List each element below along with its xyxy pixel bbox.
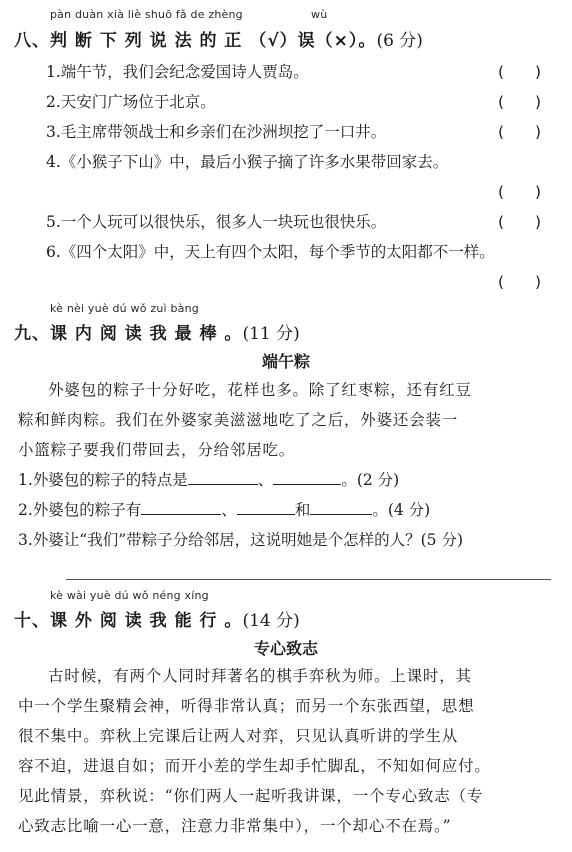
section8-heading [14,26,423,51]
section8-heading-text: 八、判 断 下 列 说 法 的 正 （√）误（×）。 [14,31,377,51]
s8-item-3-answer[interactable]: ( ) [498,123,542,141]
passage2-line-1: 古时候，有两个人同时拜著名的棋手弈秋为师。上课时，其 [48,667,472,685]
section8-pinyin: pàn duàn xià liè shuō fǎ de zhèng [50,8,243,21]
s9-q1-sep: 、 [257,471,274,489]
passage2-line-4: 容不迫，进退自如；而开小差的学生却手忙脚乱，不知如何应付。 [18,757,491,775]
s9-q2-blank-3[interactable] [310,501,372,515]
section10-heading-text: 十、课 外 阅 读 我 能 行 。 [14,611,243,631]
s9-q2-blank-1[interactable] [141,501,221,515]
s9-q2-prefix: 2.外婆包的粽子有 [18,501,142,519]
s9-question-3: 3.外婆让“我们”带粽子分给邻居，这说明她是个怎样的人？(5 分) [18,531,464,549]
s9-question-1 [18,468,399,490]
passage1-line-3: 小篮粽子要我们带回去，分给邻居吃。 [18,441,296,459]
section8-score: (6 分) [376,31,423,51]
passage1-title: 端午粽 [261,352,310,371]
s9-q1-blank-2[interactable] [273,471,341,485]
s9-q2-blank-2[interactable] [237,501,295,515]
s8-item-4-answer[interactable]: ( ) [498,183,542,201]
section10-score: (14 分) [242,611,300,631]
s8-item-6-answer[interactable]: ( ) [498,273,542,291]
s8-item-1-answer[interactable]: ( ) [498,63,542,81]
s9-q2-and: 和 [294,501,311,519]
passage2-line-5: 见此情景，弈秋说：“你们两人一起听我讲课，一个专心致志（专 [18,787,484,805]
s8-item-1: 1.端午节，我们会纪念爱国诗人贾岛。 [46,63,309,81]
section10-pinyin: kè wài yuè dú wǒ néng xíng [50,589,209,602]
passage1-line-2: 粽和鲜肉粽。我们在外婆家美滋滋地吃了之后，外婆还会装一 [18,411,459,429]
s9-question-2 [18,498,430,520]
s8-item-5: 5.一个人玩可以很快乐，很多人一块玩也很快乐。 [46,213,387,231]
section9-pinyin: kè nèi yuè dú wǒ zuì bàng [50,302,199,315]
s9-q2-sep: 、 [221,501,237,519]
section9-heading-text: 九、课 内 阅 读 我 最 棒 。 [14,324,243,344]
passage2-line-2: 中一个学生聚精会神，听得非常认真；而另一个东张西望，思想 [18,697,475,715]
section9-score: (11 分) [242,324,300,344]
passage2-title: 专心致志 [253,639,318,658]
s9-q1-blank-1[interactable] [188,471,258,485]
s9-q1-prefix: 1.外婆包的粽子的特点是 [18,471,188,489]
answer-line[interactable] [66,579,551,580]
section8-pinyin-wu: wù [311,8,328,21]
s9-q1-suffix: 。(2 分) [341,471,400,489]
s8-item-2-answer[interactable]: ( ) [498,93,542,111]
passage1-line-1: 外婆包的粽子十分好吃，花样也多。除了红枣粽，还有红豆 [48,381,472,399]
s8-item-5-answer[interactable]: ( ) [498,213,542,231]
s8-item-2: 2.天安门广场位于北京。 [46,93,216,111]
passage2-line-6: 心致志比喻一心一意，注意力非常集中），一个却心不在焉。” [18,817,452,835]
s9-q2-suffix: 。(4 分) [372,501,431,519]
s8-item-6: 6.《四个太阳》中，天上有四个太阳，每个季节的太阳都不一样。 [46,243,495,261]
s8-item-3: 3.毛主席带领战士和乡亲们在沙洲坝挖了一口井。 [46,123,387,141]
passage2-line-3: 很不集中。弈秋上完课后让两人对弈，只见认真听讲的学生从 [18,727,459,745]
section10-heading [14,606,300,631]
s8-item-4: 4.《小猴子下山》中，最后小猴子摘了许多水果带回家去。 [46,153,449,171]
section9-heading [14,319,300,344]
